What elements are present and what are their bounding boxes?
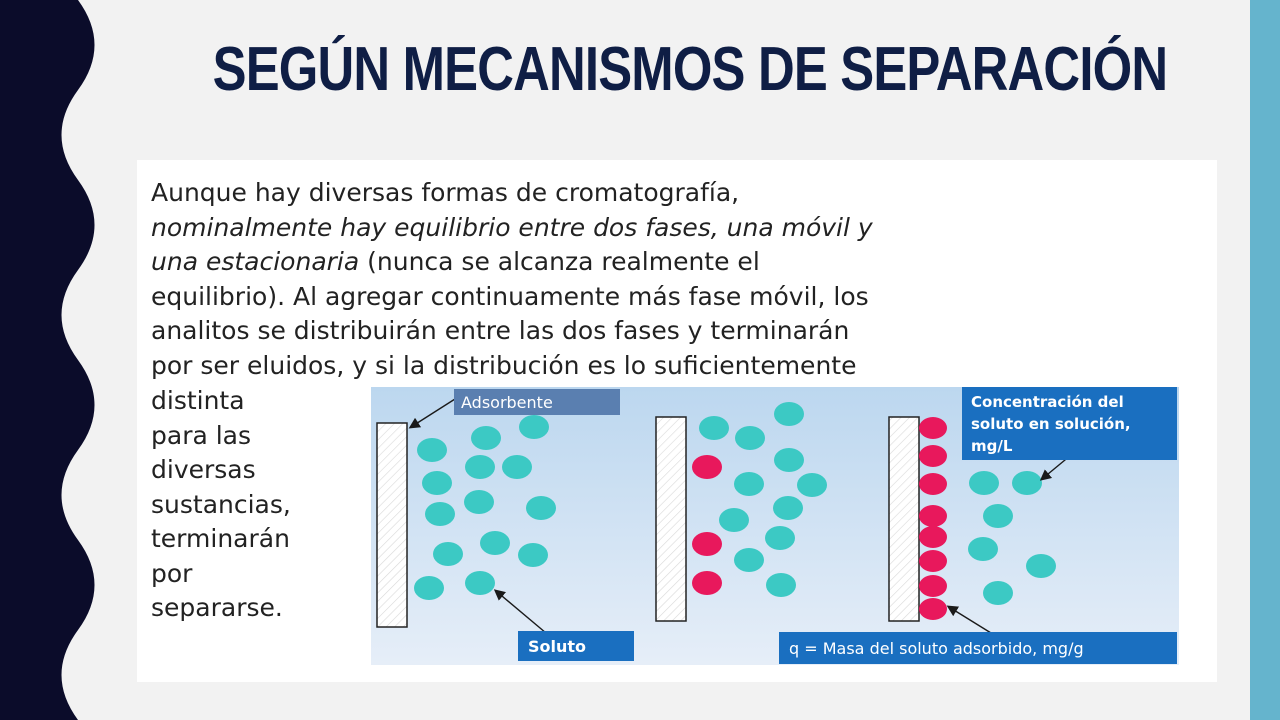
adsorbent-wall-3 (889, 417, 919, 621)
solute-particle (518, 543, 548, 567)
side-line: terminarán (151, 524, 290, 553)
solute-particle (774, 402, 804, 426)
solute-particle (480, 531, 510, 555)
adsorbed-particle (919, 505, 947, 527)
paragraph-line-3-rest: (nunca se alcanza realmente el (359, 247, 760, 276)
solute-particle (464, 490, 494, 514)
adsorbed-particle (919, 598, 947, 620)
solute-particle (719, 508, 749, 532)
solute-particle (797, 473, 827, 497)
solute-particle (699, 416, 729, 440)
adsorbed-particle (919, 473, 947, 495)
solute-particle (969, 471, 999, 495)
solute-particle (471, 426, 501, 450)
paragraph-line-3 (151, 245, 1201, 280)
slide-title: SEGÚN MECANISMOS DE SEPARACIÓN (212, 35, 1168, 104)
solute-particle (983, 581, 1013, 605)
paragraph-line-3-italic: una estacionaria (151, 247, 360, 276)
solute-particle (425, 502, 455, 526)
adsorbent-wall-1 (377, 423, 407, 627)
adsorbed-particle (692, 455, 722, 479)
main-paragraph (151, 176, 1201, 383)
adsorbed-particle (919, 417, 947, 439)
solute-particle (765, 526, 795, 550)
solute-particle (1026, 554, 1056, 578)
adsorbed-particle (692, 571, 722, 595)
left-wave-shape (0, 0, 95, 720)
paragraph-line-4: equilibrio). Al agregar continuamente más fase móvil, los (151, 281, 869, 311)
solute-particle (526, 496, 556, 520)
adsorbente-label: Adsorbente (461, 393, 553, 412)
adsorbed-particle (692, 532, 722, 556)
side-paragraph (151, 384, 371, 626)
concentracion-label-line-2: soluto en solución, (971, 415, 1131, 433)
left-wave-band (0, 0, 110, 720)
side-line: por (151, 558, 193, 588)
side-line: distinta (151, 386, 245, 415)
solute-particle (433, 542, 463, 566)
adsorbent-wall-2 (656, 417, 686, 621)
solute-particle (983, 504, 1013, 528)
solute-particle (465, 455, 495, 479)
side-line: separarse. (151, 593, 283, 622)
solute-particle (519, 415, 549, 439)
paragraph-line-6: por ser eluidos, y si la distribución es lo suficientemente (151, 350, 857, 380)
adsorption-diagram (371, 387, 1179, 665)
adsorbed-particle (919, 526, 947, 548)
solute-particle (465, 571, 495, 595)
solute-particle (734, 472, 764, 496)
solute-particle (773, 496, 803, 520)
paragraph-line-2: nominalmente hay equilibrio entre dos fases, una móvil y (151, 212, 873, 242)
paragraph-line-5: analitos se distribuirán entre las dos fases y terminarán (151, 316, 850, 345)
solute-particle (1012, 471, 1042, 495)
adsorbed-particle (919, 575, 947, 597)
concentracion-label-line-1: Concentración del (971, 393, 1124, 411)
masa-label: q = Masa del soluto adsorbido, mg/g (789, 639, 1084, 658)
adsorbed-particle (919, 550, 947, 572)
concentracion-label-line-3: mg/L (971, 437, 1013, 455)
solute-particle (968, 537, 998, 561)
side-line: diversas (151, 455, 256, 484)
soluto-label: Soluto (528, 637, 587, 656)
side-line: para las (151, 420, 252, 450)
side-line: sustancias, (151, 489, 291, 519)
solute-particle (735, 426, 765, 450)
solute-particle (766, 573, 796, 597)
right-accent-band (1250, 0, 1280, 720)
solute-particle (734, 548, 764, 572)
paragraph-line-1: Aunque hay diversas formas de cromatografía, (151, 178, 740, 207)
solute-particle (417, 438, 447, 462)
solute-particle (414, 576, 444, 600)
adsorbed-particle (919, 445, 947, 467)
solute-particle (502, 455, 532, 479)
solute-particle (774, 448, 804, 472)
solute-particle (422, 471, 452, 495)
